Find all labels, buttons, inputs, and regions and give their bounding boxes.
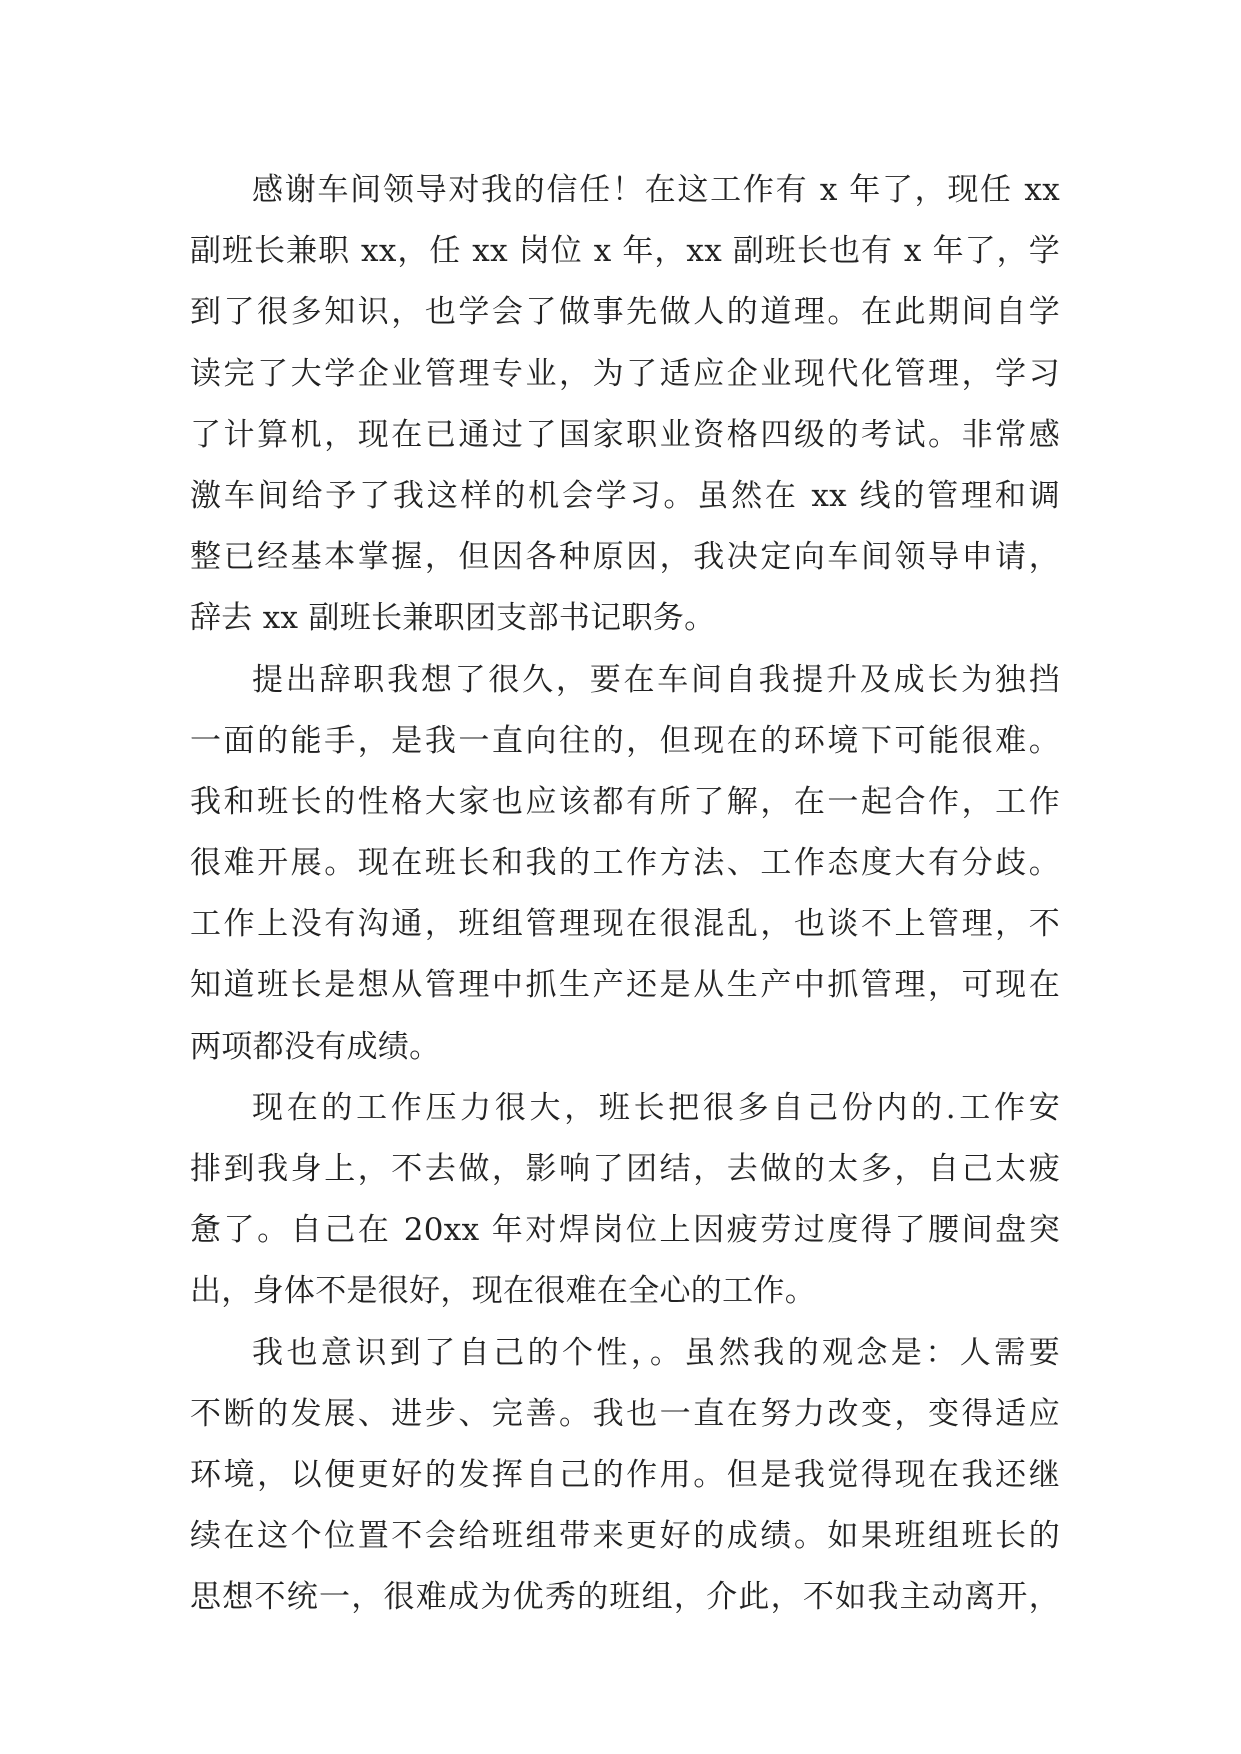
text-line: 感谢车间领导对我的信任！在这工作有 x 年了，现任 xx: [252, 172, 1060, 208]
text-line: 整已经基本掌握，但因各种原因，我决定向车间领导申请，: [190, 539, 1060, 576]
text-line: 知道班长是想从管理中抓生产还是从生产中抓管理，可现在: [190, 967, 1060, 1004]
text-line: 我和班长的性格大家也应该都有所了解，在一起合作，工作: [190, 783, 1060, 820]
text-line: 读完了大学企业管理专业，为了适应企业现代化管理，学习: [190, 355, 1060, 392]
text-line: 很难开展。现在班长和我的工作方法、工作态度大有分歧。: [190, 845, 1060, 882]
text-line: 不断的发展、进步、完善。我也一直在努力改变，变得适应: [190, 1395, 1060, 1432]
text-line: 环境，以便更好的发挥自己的作用。但是我觉得现在我还继: [190, 1456, 1060, 1493]
text-line: 激车间给予了我这样的机会学习。虽然在 xx 线的管理和调: [190, 477, 1060, 514]
paragraph-2: [190, 650, 1060, 1078]
text-line: 我也意识到了自己的个性，。虽然我的观念是：人需要: [252, 1334, 1060, 1371]
text-line: 续在这个位置不会给班组带来更好的成绩。如果班组班长的: [190, 1518, 1060, 1555]
text-line: 提出辞职我想了很久，要在车间自我提升及成长为独挡: [252, 661, 1060, 698]
text-line: 一面的能手，是我一直向往的，但现在的环境下可能很难。: [190, 722, 1060, 759]
text-line: 了计算机，现在已通过了国家职业资格四级的考试。非常感: [190, 416, 1060, 453]
text-line: 到了很多知识，也学会了做事先做人的道理。在此期间自学: [190, 294, 1060, 331]
body-text: [190, 160, 1060, 1629]
text-line: 副班长兼职 xx，任 xx 岗位 x 年，xx 副班长也有 x 年了，学: [190, 233, 1060, 270]
text-line: 出，身体不是很好，现在很难在全心的工作。: [190, 1273, 816, 1310]
text-line: 现在的工作压力很大，班长把很多自己份内的.工作安: [252, 1089, 1060, 1126]
paragraph-1: [190, 160, 1060, 650]
paragraph-3: [190, 1078, 1060, 1323]
text-line: 排到我身上，不去做，影响了团结，去做的太多，自己太疲: [190, 1151, 1060, 1187]
text-line: 惫了。自己在 20xx 年对焊岗位上因疲劳过度得了腰间盘突: [190, 1212, 1060, 1249]
paragraph-4: [190, 1323, 1060, 1629]
text-line: 辞去 xx 副班长兼职团支部书记职务。: [190, 600, 716, 637]
text-line: 思想不统一，很难成为优秀的班组，介此，不如我主动离开，: [190, 1579, 1060, 1616]
text-line: 两项都没有成绩。: [190, 1028, 441, 1065]
text-line: 工作上没有沟通，班组管理现在很混乱，也谈不上管理，不: [190, 906, 1060, 943]
